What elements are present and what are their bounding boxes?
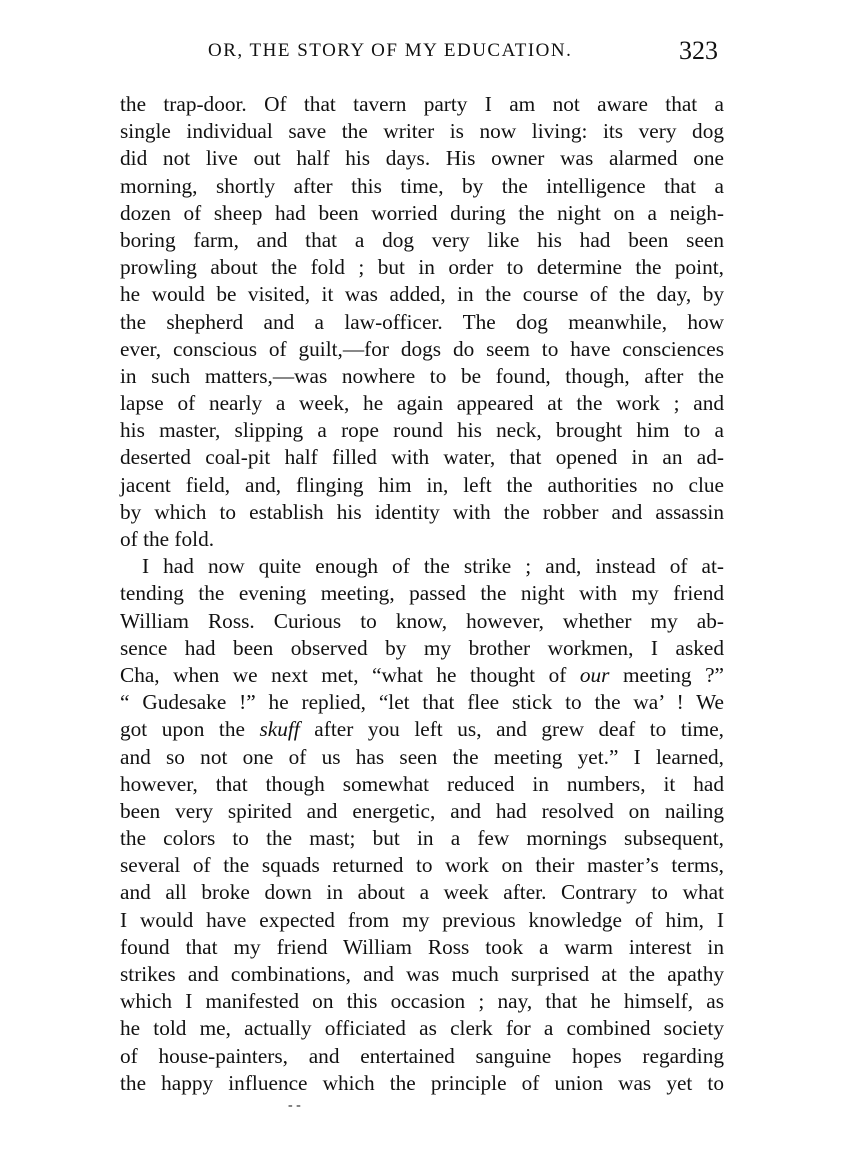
body-text (120, 91, 724, 1097)
text-line: deserted coal-pit half filled with water, that opened in an ad- (120, 445, 724, 470)
running-head (120, 36, 720, 68)
text-segment: Cha, when we next met, “what he thought of (120, 662, 567, 687)
text-segment: got upon the (120, 717, 245, 742)
text-line: and so not one of us has seen the meeting yet.” I learned, (120, 744, 724, 769)
text-line: his master, slipping a rope round his neck, brought him to a (120, 418, 724, 443)
text-line: single individual save the writer is now living: its very dog (120, 119, 724, 144)
text-segment: meeting ?” (622, 662, 724, 687)
text-line: been very spirited and energetic, and had resolved on nailing (120, 798, 724, 823)
text-line: “ Gudesake !” he replied, “let that flee stick to the wa’ ! We (120, 690, 724, 715)
text-line: boring farm, and that a dog very like his had been seen (120, 227, 724, 252)
text-line: dozen of sheep had been worried during the night on a neigh- (120, 200, 724, 225)
text-line-mixed (120, 662, 724, 689)
text-line: he told me, actually officiated as clerk for a combined society (120, 1016, 724, 1041)
text-line: which I manifested on this occasion ; nay, that he himself, as (120, 989, 724, 1014)
text-line: by which to establish his identity with the robber and assassin (120, 499, 724, 524)
text-line: the happy influence which the principle of union was yet to (120, 1070, 724, 1095)
text-line: ever, conscious of guilt,—for dogs do seem to have consciences (120, 336, 724, 361)
text-line: lapse of nearly a week, he again appeared at the work ; and (120, 391, 724, 416)
text-line-mixed (120, 716, 724, 743)
text-line: in such matters,—was nowhere to be found, though, after the (120, 363, 724, 388)
text-line: of the fold. (120, 527, 215, 551)
text-line: the shepherd and a law-officer. The dog meanwhile, how (120, 309, 724, 334)
italic-word: our (579, 662, 610, 687)
italic-word: skuff (259, 717, 300, 742)
signature-mark: - - (288, 1098, 301, 1113)
text-line: and all broke down in about a week after. Contrary to what (120, 880, 724, 905)
text-line: jacent field, and, flinging him in, left the authorities no clue (120, 472, 724, 497)
text-line: several of the squads returned to work on their master’s terms, (120, 853, 724, 878)
text-line: tending the evening meeting, passed the night with my friend (120, 581, 724, 606)
text-line: sence had been observed by my brother workmen, I asked (120, 635, 724, 660)
text-line: however, that though somewhat reduced in numbers, it had (120, 771, 724, 796)
text-line: did not live out half his days. His owner was alarmed one (120, 146, 724, 171)
page-number: 323 (679, 36, 718, 65)
text-line: I would have expected from my previous knowledge of him, I (120, 907, 724, 932)
text-line: morning, shortly after this time, by the intelligence that a (120, 173, 724, 198)
text-line: prowling about the fold ; but in order to determine the point, (120, 255, 724, 280)
running-title: OR, THE STORY OF MY EDUCATION. (208, 40, 573, 61)
text-line: I had now quite enough of the strike ; and, instead of at- (142, 554, 724, 579)
text-line: strikes and combinations, and was much surprised at the apathy (120, 962, 724, 986)
text-line: he would be visited, it was added, in the course of the day, by (120, 282, 724, 307)
text-segment: after you left us, and grew deaf to time, (314, 717, 725, 742)
text-line: William Ross. Curious to know, however, whether my ab- (120, 608, 724, 633)
text-line: of house-painters, and entertained sanguine hopes regarding (120, 1043, 724, 1068)
text-line: found that my friend William Ross took a warm interest in (120, 934, 724, 959)
text-line: the colors to the mast; but in a few mornings subsequent, (120, 826, 724, 851)
text-line: the trap-door. Of that tavern party I am not aware that a (120, 92, 724, 116)
